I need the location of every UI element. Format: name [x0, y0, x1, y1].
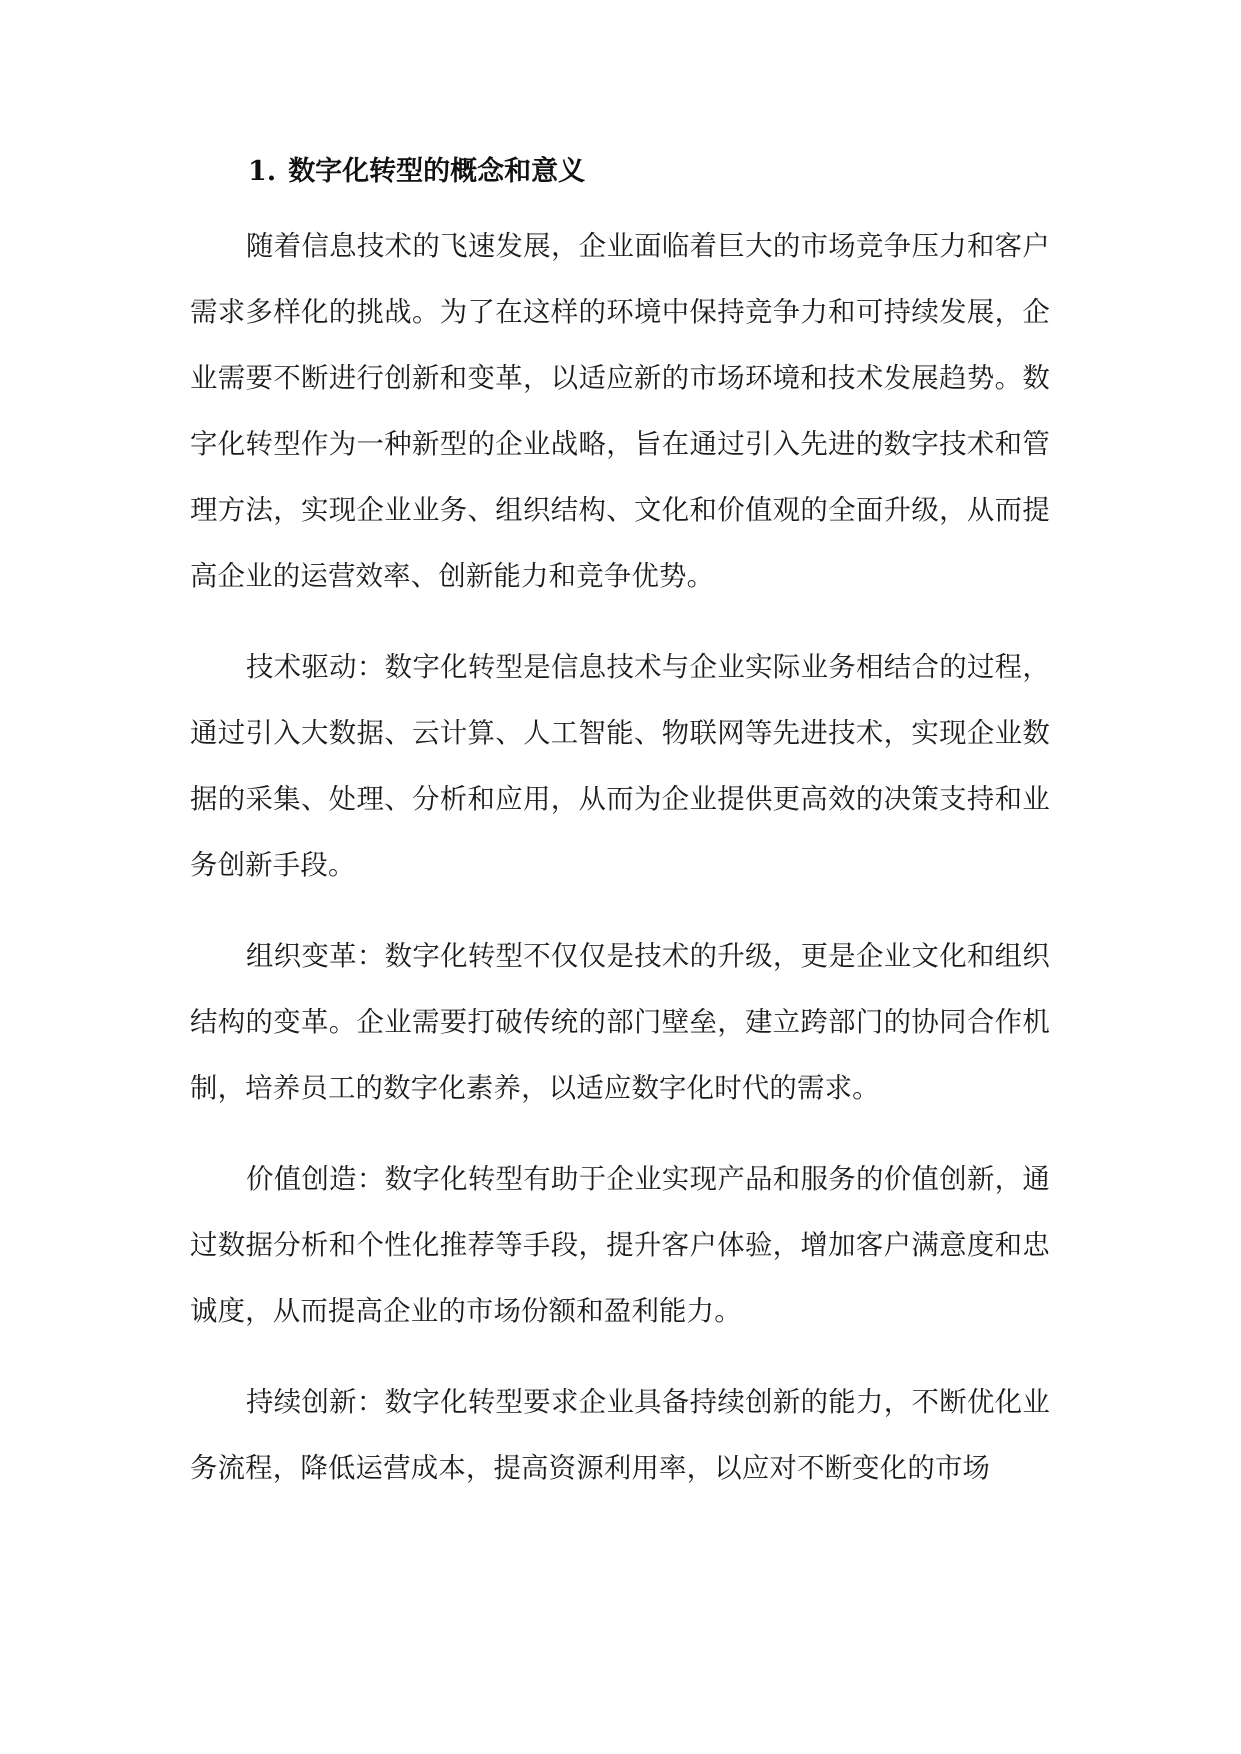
- paragraph-technology-driven: 技术驱动：数字化转型是信息技术与企业实际业务相结合的过程，通过引入大数据、云计算、人工智能、物联网等先进技术，实现企业数据的采集、处理、分析和应用，从而为企业提供更高效的决策支持和业务创新手段。: [190, 652, 1050, 881]
- section-number: 1.: [248, 156, 277, 187]
- paragraph-continuous-innovation: 持续创新：数字化转型要求企业具备持续创新的能力，不断优化业务流程，降低运营成本，提高资源利用率，以应对不断变化的市场: [190, 1387, 1050, 1484]
- document-body: [190, 150, 1050, 1502]
- section-heading: [248, 150, 1050, 194]
- paragraph-organizational-change: 组织变革：数字化转型不仅仅是技术的升级，更是企业文化和组织结构的变革。企业需要打破传统的部门壁垒，建立跨部门的协同合作机制，培养员工的数字化素养，以适应数字化时代的需求。: [190, 941, 1050, 1104]
- paragraph-value-creation: 价值创造：数字化转型有助于企业实现产品和服务的价值创新，通过数据分析和个性化推荐等手段，提升客户体验，增加客户满意度和忠诚度，从而提高企业的市场份额和盈利能力。: [190, 1164, 1050, 1327]
- section-title: 数字化转型的概念和意义: [288, 156, 586, 187]
- paragraph-intro: 随着信息技术的飞速发展，企业面临着巨大的市场竞争压力和客户需求多样化的挑战。为了在这样的环境中保持竞争力和可持续发展，企业需要不断进行创新和变革，以适应新的市场环境和技术发展趋势。数字化转型作为一种新型的企业战略，旨在通过引入先进的数字技术和管理方法，实现企业业务、组织结构、文化和价值观的全面升级，从而提高企业的运营效率、创新能力和竞争优势。: [190, 231, 1050, 592]
